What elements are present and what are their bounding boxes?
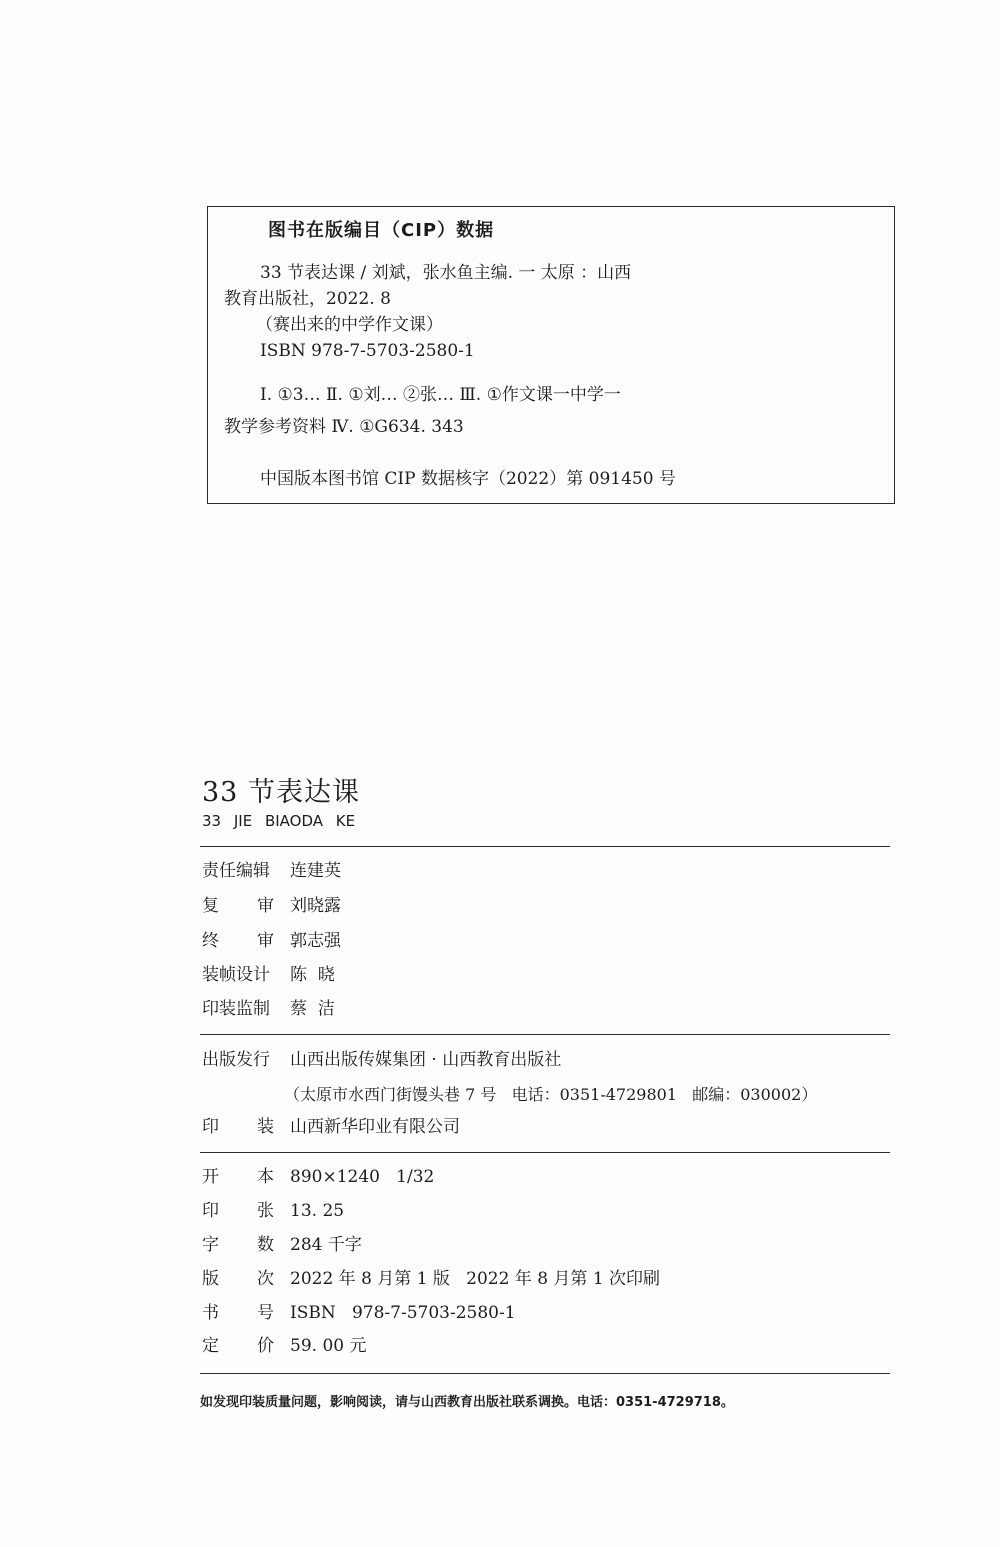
cip-line-series: （赛出来的中学作文课） bbox=[256, 315, 443, 335]
staff-value: 连建英 bbox=[290, 861, 341, 881]
staff-label: 印装监制 bbox=[202, 999, 270, 1019]
staff-value: 郭志强 bbox=[290, 931, 341, 951]
spec-value: 284 千字 bbox=[290, 1235, 362, 1255]
spec-label: 开 本 bbox=[202, 1167, 274, 1187]
spec-label: 字 数 bbox=[202, 1235, 274, 1255]
spec-value: ISBN 978-7-5703-2580-1 bbox=[290, 1303, 516, 1323]
divider-rule bbox=[200, 1373, 890, 1374]
quality-notice: 如发现印装质量问题，影响阅读，请与山西教育出版社联系调换。电话：0351-4729718。 bbox=[200, 1395, 734, 1410]
divider-rule bbox=[200, 1034, 890, 1035]
cip-data-box bbox=[207, 206, 895, 504]
spec-value: 890×1240 1/32 bbox=[290, 1167, 435, 1187]
publisher-address: （太原市水西门街馒头巷 7 号 电话：0351-4729801 邮编：030002） bbox=[284, 1085, 818, 1104]
staff-label: 复 审 bbox=[202, 896, 274, 916]
divider-rule bbox=[200, 846, 890, 847]
cip-line-isbn: ISBN 978-7-5703-2580-1 bbox=[260, 341, 475, 361]
publisher-value: 山西出版传媒集团 · 山西教育出版社 bbox=[290, 1050, 562, 1070]
spec-label: 书 号 bbox=[202, 1303, 274, 1323]
cip-line-record-number: 中国版本图书馆 CIP 数据核字（2022）第 091450 号 bbox=[260, 469, 676, 489]
spec-label: 定 价 bbox=[202, 1336, 274, 1356]
staff-label: 终 审 bbox=[202, 931, 274, 951]
spec-value: 2022 年 8 月第 1 版 2022 年 8 月第 1 次印刷 bbox=[290, 1269, 661, 1289]
staff-value: 蔡 洁 bbox=[290, 999, 335, 1019]
staff-label: 责任编辑 bbox=[202, 861, 270, 881]
printer-label: 印 装 bbox=[202, 1117, 274, 1137]
staff-label: 装帧设计 bbox=[202, 965, 270, 985]
book-title-pinyin: 33 JIE BIAODA KE bbox=[202, 812, 356, 830]
cip-line-title-author: 33 节表达课 / 刘斌，张水鱼主编. 一 太原 ：山西 bbox=[260, 263, 632, 283]
printer-value: 山西新华印业有限公司 bbox=[290, 1117, 460, 1137]
cip-line-publisher: 教育出版社，2022. 8 bbox=[224, 289, 391, 309]
cip-title: 图书在版编目（CIP）数据 bbox=[268, 220, 495, 241]
spec-value: 13. 25 bbox=[290, 1201, 345, 1221]
publisher-label: 出版发行 bbox=[202, 1050, 270, 1070]
spec-label: 印 张 bbox=[202, 1201, 274, 1221]
staff-value: 陈 晓 bbox=[290, 965, 335, 985]
spec-value: 59. 00 元 bbox=[290, 1336, 367, 1356]
cip-line-classification: Ⅰ. ①3… Ⅱ. ①刘… ②张… Ⅲ. ①作文课一中学一 bbox=[260, 385, 621, 405]
book-title: 33 节表达课 bbox=[202, 777, 360, 808]
divider-rule bbox=[200, 1152, 890, 1153]
cip-line-subject: 教学参考资料 Ⅳ. ①G634. 343 bbox=[224, 417, 464, 437]
spec-label: 版 次 bbox=[202, 1269, 274, 1289]
staff-value: 刘晓露 bbox=[290, 896, 341, 916]
